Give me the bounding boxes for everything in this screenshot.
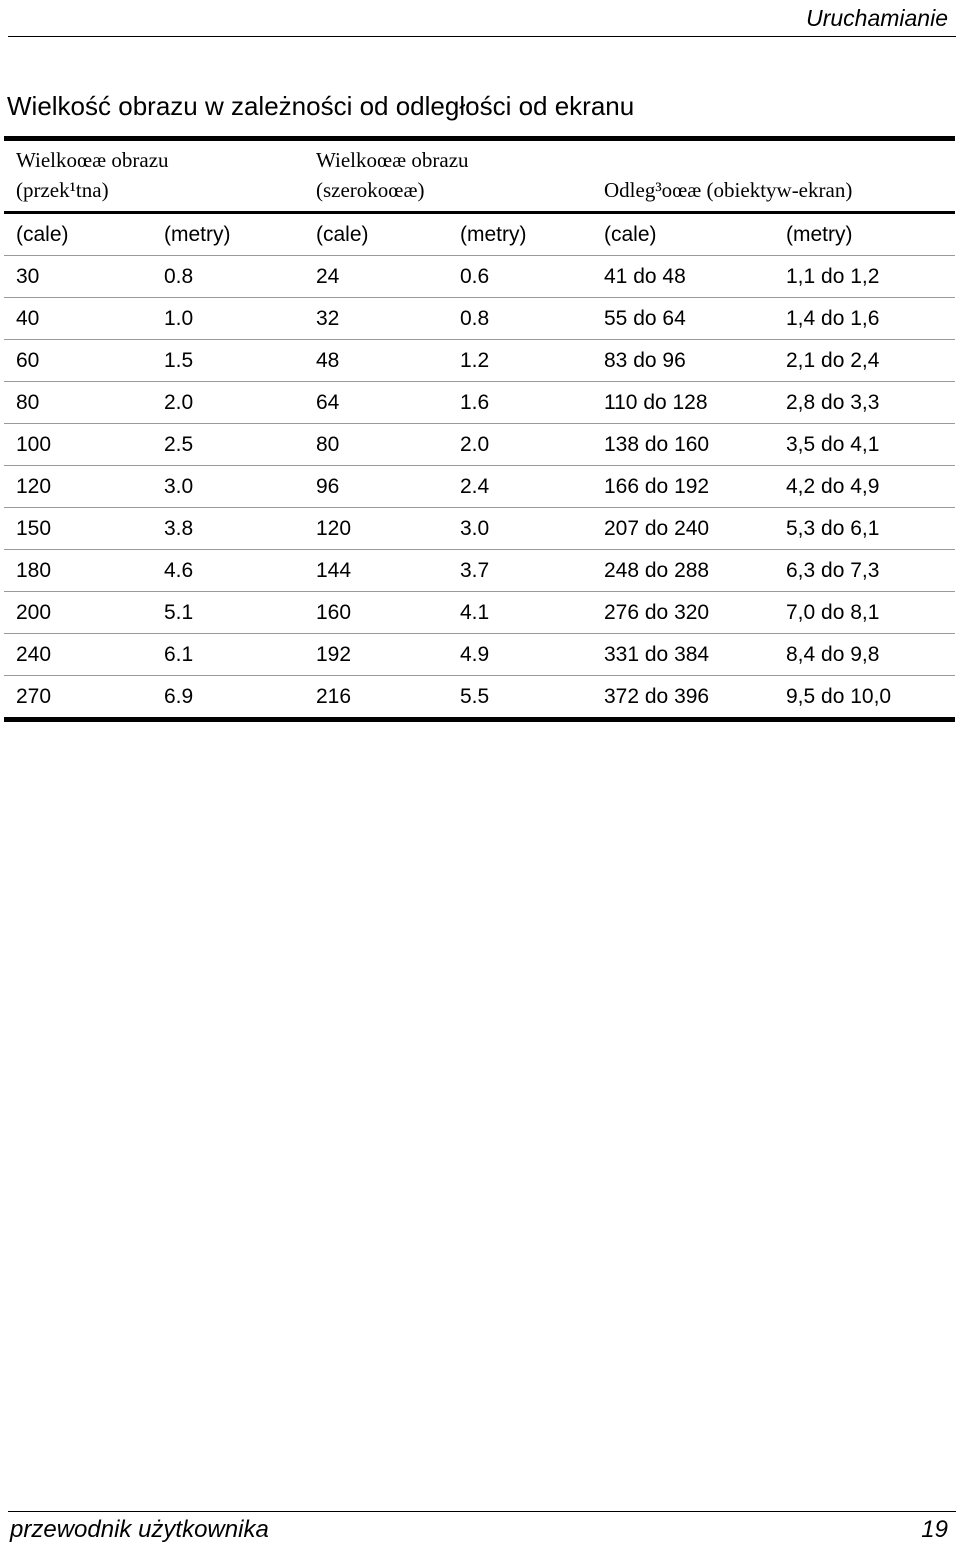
table-row [4,676,955,717]
table-cell: 24 [316,265,340,288]
table-cell: 166 do 192 [604,475,710,498]
table-cell: 3,5 do 4,1 [786,433,880,456]
table-cell: 3.7 [460,559,490,582]
table-cell: 6.9 [164,685,194,708]
table-row [4,424,955,465]
table-cell: 48 [316,349,340,372]
table-cell: 3.8 [164,517,194,540]
table-cell: 372 do 396 [604,685,710,708]
table-cell: 1.2 [460,349,490,372]
table-cell: 110 do 128 [604,391,708,414]
table-cell: 5.1 [164,601,194,624]
header-rule [8,36,956,37]
table-cell: 41 do 48 [604,265,686,288]
table-cell: 2.5 [164,433,194,456]
table-cell: 3.0 [164,475,194,498]
table-cell: 83 do 96 [604,349,686,372]
table-cell: 1,1 do 1,2 [786,265,880,288]
table-cell: 5,3 do 6,1 [786,517,880,540]
table-cell: 8,4 do 9,8 [786,643,880,666]
table-cell: 2,8 do 3,3 [786,391,880,414]
table-row [4,382,955,423]
table-row [4,466,955,507]
table-cell: 1.0 [164,307,194,330]
unit-cell: (metry) [164,223,231,246]
table-cell: 207 do 240 [604,517,710,540]
table-cell: 55 do 64 [604,307,686,330]
group-width-line1: Wielkoœæ obrazu [316,148,469,172]
table-cell: 5.5 [460,685,490,708]
table-cell: 276 do 320 [604,601,710,624]
group-distance-label: Odleg³oœæ (obiektyw-ekran) [604,178,853,202]
table-cell: 80 [16,391,40,414]
table-cell: 2.4 [460,475,490,498]
table-row [4,340,955,381]
table-cell: 248 do 288 [604,559,710,582]
table-cell: 6,3 do 7,3 [786,559,880,582]
table-cell: 331 do 384 [604,643,710,666]
table-cell: 240 [16,643,52,666]
unit-cell: (metry) [460,223,527,246]
table-group-header [4,141,955,211]
table-cell: 40 [16,307,40,330]
table-cell: 4.6 [164,559,194,582]
section-title: Wielkość obrazu w zależności od odległości od ekranu [7,91,635,121]
table-cell: 1.5 [164,349,194,372]
table-row [4,634,955,675]
table-cell: 3.0 [460,517,490,540]
table-cell: 4.9 [460,643,490,666]
table-row [4,298,955,339]
table-cell: 60 [16,349,40,372]
table-row [4,256,955,297]
table-body [4,255,955,717]
running-header: Uruchamianie [806,5,948,31]
table-cell: 96 [316,475,340,498]
table-row [4,508,955,549]
footer-rule [8,1511,956,1512]
table-cell: 1.6 [460,391,490,414]
table-cell: 32 [316,307,340,330]
table-cell: 150 [16,517,52,540]
table-bottom-rule [4,717,955,722]
table-unit-row [4,214,955,255]
table-cell: 120 [316,517,352,540]
table-cell: 192 [316,643,352,666]
table-cell: 64 [316,391,340,414]
group-width-line2: (szerokoœæ) [316,178,425,202]
table-cell: 100 [16,433,52,456]
group-diagonal-line2: (przek¹tna) [16,178,109,202]
table-cell: 0.8 [164,265,194,288]
table-cell: 138 do 160 [604,433,710,456]
table-cell: 0.8 [460,307,490,330]
table-cell: 144 [316,559,352,582]
table-cell: 120 [16,475,52,498]
table-cell: 6.1 [164,643,194,666]
page-number: 19 [921,1516,948,1543]
table-cell: 2.0 [164,391,194,414]
projection-distance-table [4,136,955,722]
table-cell: 1,4 do 1,6 [786,307,880,330]
table-cell: 80 [316,433,340,456]
table-cell: 9,5 do 10,0 [786,685,892,708]
table-cell: 2,1 do 2,4 [786,349,880,372]
table-cell: 2.0 [460,433,490,456]
table-cell: 30 [16,265,40,288]
table-cell: 7,0 do 8,1 [786,601,880,624]
unit-cell: (metry) [786,223,853,246]
table-cell: 200 [16,601,52,624]
table-cell: 4.1 [460,601,490,624]
table-cell: 216 [316,685,352,708]
footer-title: przewodnik użytkownika [10,1516,269,1543]
table-cell: 0.6 [460,265,490,288]
table-cell: 4,2 do 4,9 [786,475,880,498]
group-diagonal-line1: Wielkoœæ obrazu [16,148,169,172]
table-cell: 270 [16,685,52,708]
table-row [4,550,955,591]
table-cell: 160 [316,601,352,624]
unit-cell: (cale) [316,223,369,246]
unit-cell: (cale) [16,223,69,246]
table-row [4,592,955,633]
unit-cell: (cale) [604,223,657,246]
table-cell: 180 [16,559,52,582]
